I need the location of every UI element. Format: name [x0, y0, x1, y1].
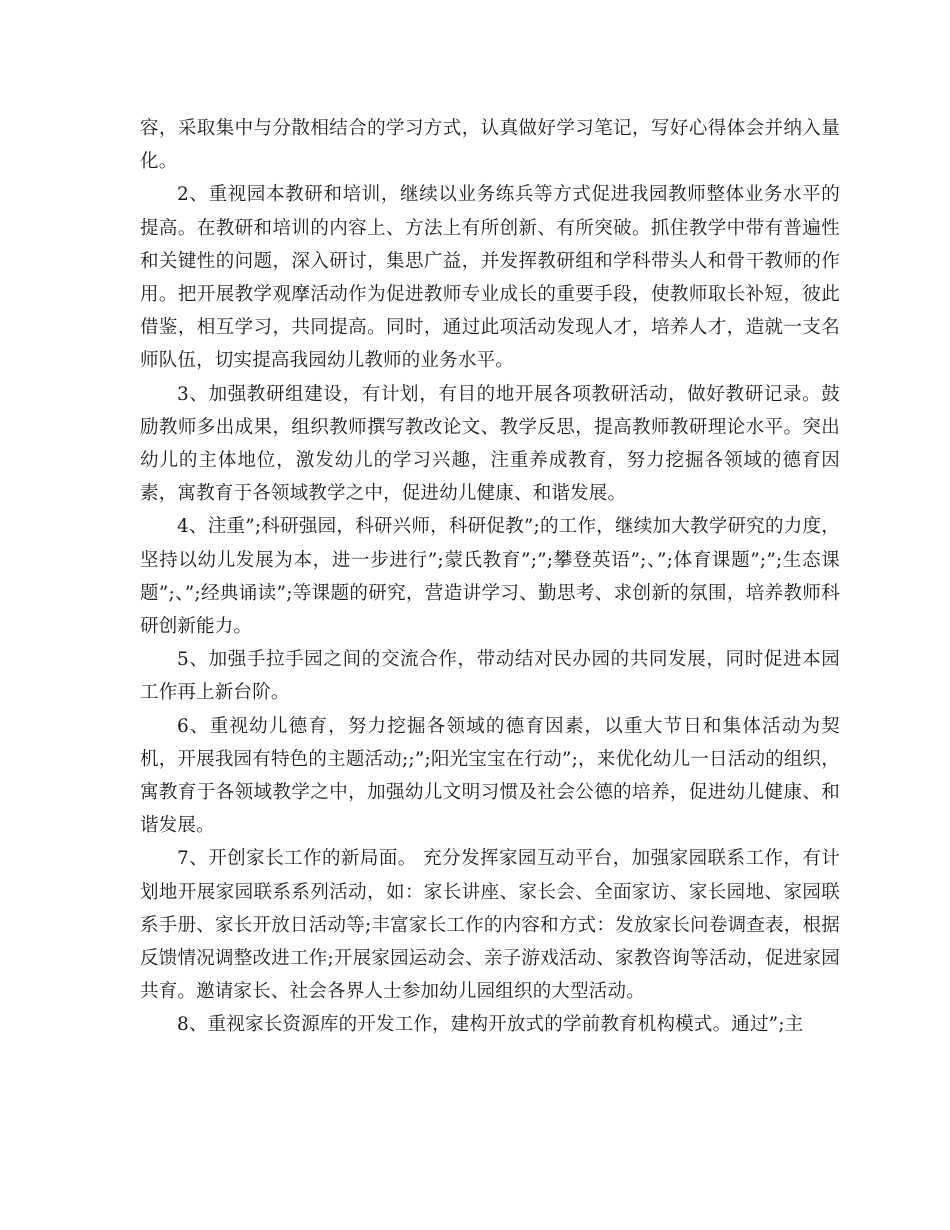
document-body	[140, 112, 840, 1042]
paragraph-item-3: 3、加强教研组建设，有计划，有目的地开展各项教研活动，做好教研记录。鼓励教师多出成果，组织教师撰写教改论文、教学反思，提高教师教研理论水平。突出幼儿的主体地位，激发幼儿的学习兴趣，注重养成教育，努力挖掘各领域的德育因素，寓教育于各领域教学之中，促进幼儿健康、和谐发展。	[140, 383, 840, 505]
paragraph-continuation: 容，采取集中与分散相结合的学习方式，认真做好学习笔记，写好心得体会并纳入量化。	[140, 118, 840, 173]
paragraph-item-2: 2、重视园本教研和培训，继续以业务练兵等方式促进我园教师整体业务水平的提高。在教研和培训的内容上、方法上有所创新、有所突破。抓住教学中带有普遍性和关键性的问题，深入研讨，集思广益，并发挥教研组和学科带头人和骨干教师的作用。把开展教学观摩活动作为促进教师专业成长的重要手段，使教师取长补短，彼此借鉴，相互学习，共同提高。同时，通过此项活动发现人才，培养人才，造就一支名师队伍，切实提高我园幼儿教师的业务水平。	[140, 184, 840, 372]
paragraph-item-5: 5、加强手拉手园之间的交流合作，带动结对民办园的共同发展，同时促进本园工作再上新台阶。	[140, 649, 840, 704]
paragraph-item-8: 8、重视家长资源库的开发工作，建构开放式的学前教育机构模式。通过”;主	[177, 1014, 804, 1036]
paragraph-item-7: 7、开创家长工作的新局面。 充分发挥家园互动平台，加强家园联系工作，有计划地开展家园联系系列活动，如：家长讲座、家长会、全面家访、家长园地、家园联系手册、家长开放日活动等;丰富家长工作的内容和方式：发放家长问卷调查表，根据反馈情况调整改进工作;开展家园运动会、亲子游戏活动、家教咨询等活动，促进家园共育。邀请家长、社会各界人士参加幼儿园组织的大型活动。	[140, 848, 840, 1003]
paragraph-item-6: 6、重视幼儿德育，努力挖掘各领域的德育因素，以重大节日和集体活动为契机，开展我园有特色的主题活动;;”;阳光宝宝在行动”;，来优化幼儿一日活动的组织，寓教育于各领域教学之中，加强幼儿文明习惯及社会公德的培养，促进幼儿健康、和谐发展。	[140, 715, 840, 837]
paragraph-item-4: 4、注重”;科研强园，科研兴师，科研促教”;的工作，继续加大教学研究的力度，坚持以幼儿发展为本，进一步进行”;蒙氏教育”;”;攀登英语”;、”;体育课题”;”;生态课题”;、”;经典诵读”;等课题的研究，营造讲学习、勤思考、求创新的氛围，培养教师科研创新能力。	[140, 516, 840, 638]
